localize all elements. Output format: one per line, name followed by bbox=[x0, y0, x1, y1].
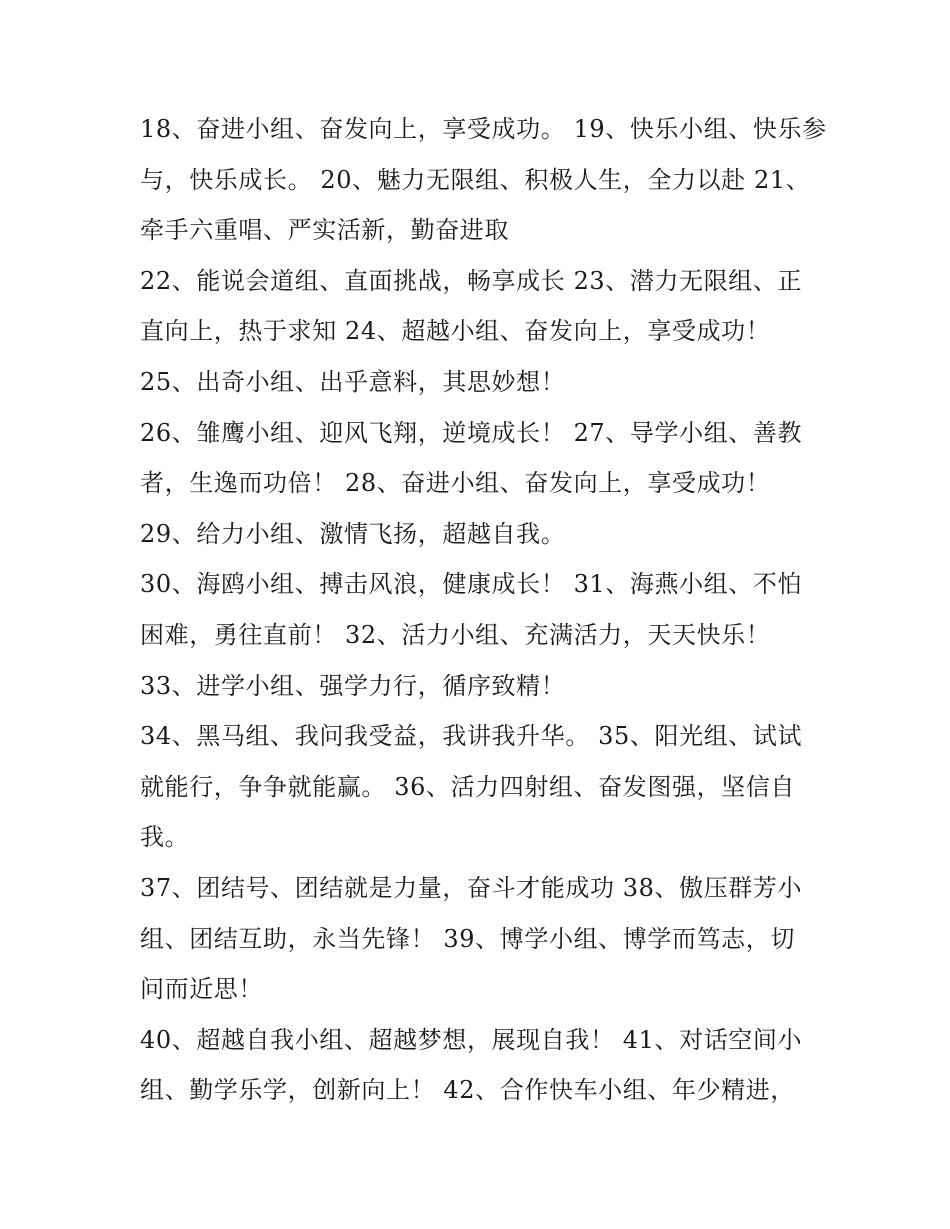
text-line: 25、出奇小组、出乎意料，其思妙想！ bbox=[140, 367, 566, 396]
text-line: 30、海鸥小组、搏击风浪，健康成长！ 31、海燕小组、不怕 bbox=[140, 570, 803, 599]
text-line: 就能行，争争就能赢。 36、活力四射组、奋发图强，坚信自 bbox=[140, 772, 795, 801]
text-line: 26、雏鹰小组、迎风飞翔，逆境成长！ 27、导学小组、善教 bbox=[140, 418, 803, 447]
paragraph-6 bbox=[140, 559, 820, 660]
text-line: 37、团结号、团结就是力量，奋斗才能成功 38、傲压群芳小 bbox=[140, 873, 803, 902]
text-line: 18、奋进小组、奋发向上，享受成功。 19、快乐小组、快乐参 bbox=[140, 115, 827, 143]
text-line: 直向上，热于求知 24、超越小组、奋发向上，享受成功！ bbox=[140, 317, 771, 346]
text-line: 问而近思！ bbox=[140, 975, 263, 1004]
paragraph-9 bbox=[140, 863, 820, 1015]
text-line: 困难，勇往直前！ 32、活力小组、充满活力，天天快乐！ bbox=[140, 620, 771, 649]
text-line: 者，生逸而功倍！ 28、奋进小组、奋发向上，享受成功！ bbox=[140, 469, 771, 498]
text-line: 组、勤学乐学，创新向上！ 42、合作快车小组、年少精进， bbox=[140, 1076, 795, 1105]
text-line: 组、团结互助，永当先锋！ 39、博学小组、博学而笃志，切 bbox=[140, 924, 795, 953]
paragraph-5 bbox=[140, 509, 820, 560]
text-line: 我。 bbox=[140, 823, 190, 852]
document-body bbox=[140, 104, 827, 1116]
paragraph-8 bbox=[140, 711, 820, 863]
paragraph-7 bbox=[140, 661, 820, 712]
text-line: 29、给力小组、激情飞扬，超越自我。 bbox=[140, 519, 566, 548]
text-line: 33、进学小组、强学力行，循序致精！ bbox=[140, 671, 566, 700]
text-line: 34、黑马组、我问我受益，我讲我升华。 35、阳光组、试试 bbox=[140, 722, 803, 751]
paragraph-1 bbox=[140, 104, 827, 256]
paragraph-3 bbox=[140, 357, 820, 408]
text-line: 22、能说会道组、直面挑战，畅享成长 23、潜力无限组、正 bbox=[140, 266, 803, 295]
paragraph-2 bbox=[140, 256, 820, 357]
text-line: 牵手六重唱、严实活新，勤奋进取 bbox=[140, 216, 509, 245]
text-line: 与，快乐成长。 20、魅力无限组、积极人生，全力以赴 21、 bbox=[140, 165, 811, 194]
text-line: 40、超越自我小组、超越梦想，展现自我！ 41、对话空间小 bbox=[140, 1025, 803, 1054]
paragraph-4 bbox=[140, 408, 820, 509]
paragraph-10 bbox=[140, 1015, 820, 1116]
